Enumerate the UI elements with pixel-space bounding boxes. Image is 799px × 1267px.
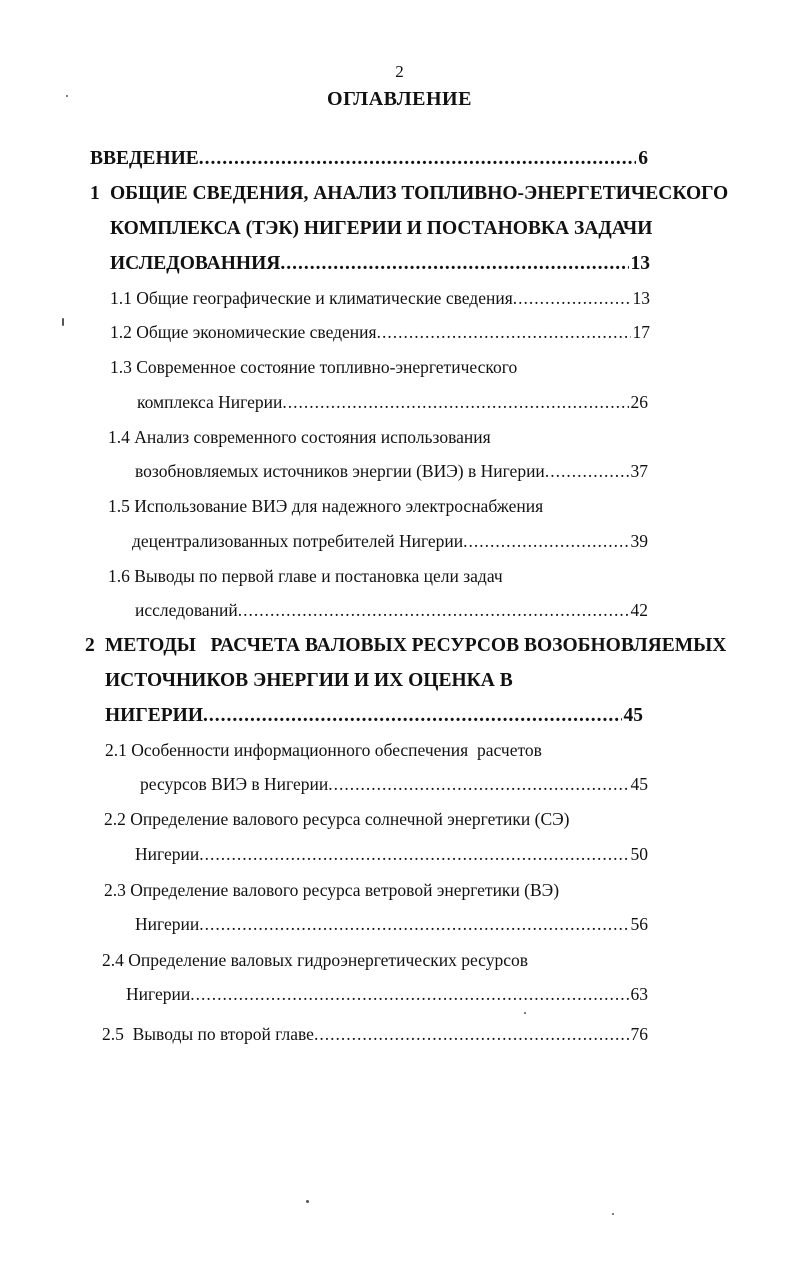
toc-entry-title: ИСЛЕДОВАННИЯ (110, 253, 281, 274)
toc-page-number: 76 (630, 1024, 648, 1044)
toc-page-number: 50 (630, 844, 648, 864)
chapter-2-title-line-1[interactable]: МЕТОДЫ РАСЧЕТА ВАЛОВЫХ РЕСУРСОВ ВОЗОБНОВЛЯЕМЫХ (105, 635, 727, 656)
scan-speck (66, 95, 68, 97)
dot-leader (190, 984, 628, 1005)
toc-entry-1-2[interactable] (110, 322, 650, 343)
toc-entry-title: ресурсов ВИЭ в Нигерии (140, 774, 329, 794)
toc-entry-title: 2.5 Выводы по второй главе (102, 1024, 314, 1044)
toc-page-number: 45 (623, 705, 643, 726)
toc-entry-2-2-line-2[interactable] (135, 844, 648, 865)
dot-leader (463, 531, 628, 552)
page-title: ОГЛАВЛЕНИЕ (327, 88, 472, 110)
scan-speck (524, 1012, 526, 1014)
toc-entry-1-5-line-1[interactable]: 1.5 Использование ВИЭ для надежного электроснабжения (108, 496, 544, 516)
dot-leader (328, 774, 628, 795)
toc-entry-2-4-line-2[interactable] (126, 984, 648, 1005)
toc-entry-title: комплекса Нигерии (137, 392, 283, 412)
toc-entry-title: децентрализованных потребителей Нигерии (132, 531, 464, 551)
scan-speck (612, 1213, 614, 1215)
toc-entry-2-1-line-1[interactable]: 2.1 Особенности информационного обеспечения расчетов (105, 740, 542, 760)
toc-entry-title: 1.1 Общие географические и климатические сведения (110, 288, 513, 308)
toc-entry-title: НИГЕРИИ (105, 705, 203, 726)
toc-page-number: 17 (632, 322, 650, 342)
chapter-2-title-line-3[interactable] (105, 705, 643, 727)
toc-entry-1-6-line-1[interactable]: 1.6 Выводы по первой главе и постановка цели задач (108, 566, 503, 586)
dot-leader (238, 600, 629, 621)
toc-entry-2-2-line-1[interactable]: 2.2 Определение валового ресурса солнечной энергетики (СЭ) (104, 809, 570, 829)
toc-page-number: 39 (630, 531, 648, 551)
toc-page-number: 56 (630, 914, 648, 934)
toc-entry-title: Нигерии (135, 844, 200, 864)
toc-entry-2-4-line-1[interactable]: 2.4 Определение валовых гидроэнергетических ресурсов (102, 950, 528, 970)
toc-page-number: 42 (630, 600, 648, 620)
chapter-1-number: 1 (90, 183, 100, 204)
toc-page-number: 37 (630, 461, 648, 481)
toc-entry-1-5-line-2[interactable] (132, 531, 648, 552)
toc-entry-title: Нигерии (126, 984, 191, 1004)
toc-entry-1-4-line-2[interactable] (135, 461, 648, 482)
toc-page-number: 13 (632, 288, 650, 308)
toc-entry-2-3-line-2[interactable] (135, 914, 648, 935)
chapter-1-title-line-2[interactable]: КОМПЛЕКСА (ТЭК) НИГЕРИИ И ПОСТАНОВКА ЗАДАЧИ (110, 218, 653, 239)
dot-leader (199, 844, 628, 865)
toc-page-number: 26 (630, 392, 648, 412)
dot-leader (280, 253, 628, 275)
toc-page-number: 13 (630, 253, 650, 274)
scan-speck (306, 1200, 309, 1203)
dot-leader (282, 392, 628, 413)
dot-leader (377, 322, 631, 343)
chapter-1-title-line-3[interactable] (110, 253, 650, 275)
toc-entry-2-1-line-2[interactable] (140, 774, 648, 795)
dot-leader (199, 914, 628, 935)
chapter-2-title-line-2[interactable]: ИСТОЧНИКОВ ЭНЕРГИИ И ИХ ОЦЕНКА В (105, 670, 513, 691)
dot-leader (314, 1024, 629, 1045)
dot-leader (513, 288, 631, 309)
toc-entry-1-3-line-2[interactable] (137, 392, 648, 413)
toc-entry-title: возобновляемых источников энергии (ВИЭ) в Нигерии (135, 461, 545, 481)
toc-entry-title: исследований (135, 600, 238, 620)
toc-entry-2-5[interactable] (102, 1024, 648, 1045)
toc-entry-intro[interactable] (90, 148, 648, 170)
toc-page-number: 45 (630, 774, 648, 794)
toc-entry-2-3-line-1[interactable]: 2.3 Определение валового ресурса ветровой энергетики (ВЭ) (104, 880, 560, 900)
toc-entry-1-6-line-2[interactable] (135, 600, 648, 621)
toc-entry-1-3-line-1[interactable]: 1.3 Современное состояние топливно-энергетического (110, 357, 518, 377)
dot-leader (203, 705, 622, 727)
toc-entry-1-4-line-1[interactable]: 1.4 Анализ современного состояния использования (108, 427, 491, 447)
dot-leader (199, 148, 636, 170)
toc-entry-title: 1.2 Общие экономические сведения (110, 322, 377, 342)
chapter-1-title-line-1[interactable]: ОБЩИЕ СВЕДЕНИЯ, АНАЛИЗ ТОПЛИВНО-ЭНЕРГЕТИЧЕСКОГО (110, 183, 729, 204)
toc-page-number: 63 (630, 984, 648, 1004)
toc-page-number: 6 (638, 148, 648, 169)
chapter-2-number: 2 (85, 635, 95, 656)
scan-speck (62, 318, 64, 326)
dot-leader (545, 461, 629, 482)
toc-entry-1-1[interactable] (110, 288, 650, 309)
toc-entry-title: Нигерии (135, 914, 200, 934)
page-number: 2 (395, 62, 404, 81)
toc-entry-title: ВВЕДЕНИЕ (90, 148, 199, 169)
